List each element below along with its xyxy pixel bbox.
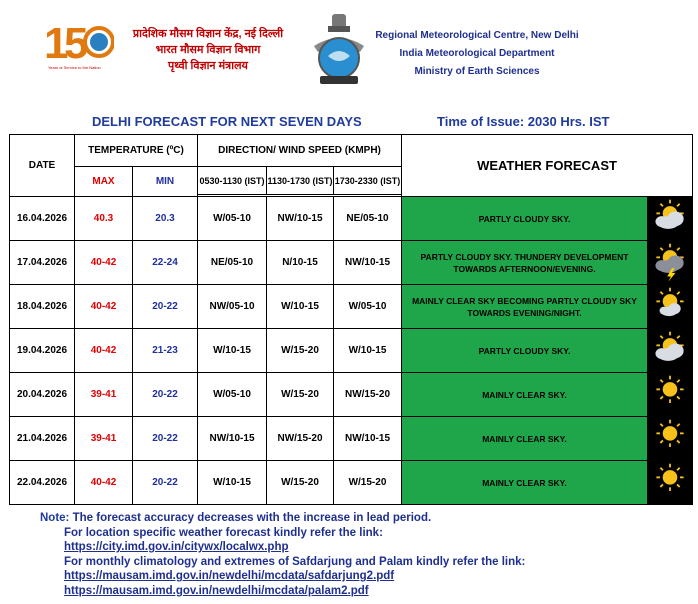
weather-forecast-header: WEATHER FORECAST: [402, 135, 693, 197]
wind-slot-3-cell: NW/10-15: [334, 417, 402, 461]
english-org-name: [370, 27, 584, 81]
slot-2-header: 1130-1730 (IST): [267, 167, 334, 195]
wind-slot-2-cell: W/15-20: [267, 461, 334, 505]
hindi-line-2: भारत मौसम विज्ञान विभाग: [155, 44, 261, 56]
svg-text:1: 1: [44, 19, 69, 68]
table-row: [10, 241, 693, 285]
table-row: [10, 285, 693, 329]
wind-slot-3-cell: NW/15-20: [334, 373, 402, 417]
slot-3-header: 1730-2330 (IST): [334, 167, 402, 195]
partly-cloudy-icon: [648, 329, 692, 369]
max-header: MAX: [75, 167, 133, 197]
forecast-cell: PARTLY CLOUDY SKY.: [402, 329, 648, 373]
date-cell: 19.04.2026: [10, 329, 75, 373]
thunder-cloud-icon: [648, 241, 692, 281]
english-line-1: Regional Meteorological Centre, New Delhi: [375, 30, 579, 41]
table-row: [10, 329, 693, 373]
page-header: [0, 0, 698, 100]
weather-icon-cell: [648, 417, 693, 461]
forecast-cell: MAINLY CLEAR SKY BECOMING PARTLY CLOUDY SKY TOWARDS EVENING/NIGHT.: [402, 285, 648, 329]
forecast-cell: MAINLY CLEAR SKY.: [402, 373, 648, 417]
wind-slot-2-cell: NW/15-20: [267, 417, 334, 461]
note-line-1: The forecast accuracy decreases with the increase in lead period.: [72, 512, 432, 524]
note-line-2: For location specific weather forecast kindly refer the link:: [64, 526, 383, 539]
palam-link[interactable]: https://mausam.imd.gov.in/newdelhi/mcdata/palam2.pdf: [64, 584, 369, 597]
date-cell: 16.04.2026: [10, 197, 75, 241]
temperature-header: TEMPERATURE (ºC): [75, 135, 198, 167]
min-header: MIN: [133, 167, 198, 197]
sun-cloud-icon: [648, 285, 692, 325]
wind-slot-1-cell: W/05-10: [198, 197, 267, 241]
english-line-3: Ministry of Earth Sciences: [414, 66, 540, 77]
forecast-title: DELHI FORECAST FOR NEXT SEVEN DAYS: [92, 114, 362, 129]
wind-slot-2-cell: N/10-15: [267, 241, 334, 285]
date-header: DATE: [10, 135, 75, 197]
date-cell: 22.04.2026: [10, 461, 75, 505]
wind-slot-2-cell: W/10-15: [267, 285, 334, 329]
wind-slot-3-cell: NW/10-15: [334, 241, 402, 285]
weather-icon-cell: [648, 197, 693, 241]
local-weather-link[interactable]: https://city.imd.gov.in/citywx/localwx.php: [64, 541, 289, 553]
wind-slot-2-cell: W/15-20: [267, 373, 334, 417]
wind-slot-1-cell: NE/05-10: [198, 241, 267, 285]
min-cell: 22-24: [133, 241, 198, 285]
slot-1-header: 0530-1130 (IST): [198, 167, 267, 195]
wind-slot-3-cell: W/15-20: [334, 461, 402, 505]
date-cell: 20.04.2026: [10, 373, 75, 417]
wind-slot-1-cell: W/10-15: [198, 461, 267, 505]
svg-text:Years of Service to the Nation: Years of Service to the Nation: [48, 65, 101, 70]
min-cell: 20-22: [133, 285, 198, 329]
wind-slot-3-cell: W/10-15: [334, 329, 402, 373]
svg-text:5: 5: [64, 19, 89, 68]
max-cell: 39-41: [75, 417, 133, 461]
weather-icon-cell: [648, 461, 693, 505]
table-row: [10, 373, 693, 417]
sun-icon: [648, 461, 692, 501]
wind-slot-2-cell: NW/10-15: [267, 197, 334, 241]
max-cell: 40.3: [75, 197, 133, 241]
hindi-line-3: पृथ्वी विज्ञान मंत्रालय: [168, 60, 248, 72]
wind-slot-1-cell: NW/10-15: [198, 417, 267, 461]
weather-icon-cell: [648, 373, 693, 417]
wind-slot-3-cell: W/05-10: [334, 285, 402, 329]
english-line-2: India Meteorological Department: [399, 48, 555, 59]
forecast-cell: PARTLY CLOUDY SKY. THUNDERY DEVELOPMENT TOWARDS AFTERNOON/EVENING.: [402, 241, 648, 285]
wind-slot-1-cell: NW/05-10: [198, 285, 267, 329]
max-cell: 40-42: [75, 285, 133, 329]
max-cell: 39-41: [75, 373, 133, 417]
max-cell: 40-42: [75, 241, 133, 285]
min-cell: 21-23: [133, 329, 198, 373]
table-row: [10, 461, 693, 505]
min-cell: 20-22: [133, 417, 198, 461]
forecast-cell: PARTLY CLOUDY SKY.: [402, 197, 648, 241]
hindi-line-1: प्रादेशिक मौसम विज्ञान केंद्र, नई दिल्ली: [132, 28, 284, 40]
min-cell: 20.3: [133, 197, 198, 241]
issue-time: Time of Issue: 2030 Hrs. IST: [437, 114, 610, 129]
partly-cloudy-icon: [648, 197, 692, 237]
wind-slot-1-cell: W/10-15: [198, 329, 267, 373]
date-cell: 21.04.2026: [10, 417, 75, 461]
sun-icon: [648, 417, 692, 457]
forecast-cell: MAINLY CLEAR SKY.: [402, 461, 648, 505]
wind-slot-1-cell: W/05-10: [198, 373, 267, 417]
sun-icon: [648, 373, 692, 413]
weather-icon-cell: [648, 241, 693, 285]
weather-icon-cell: [648, 329, 693, 373]
imd-150-years-logo: [44, 14, 114, 76]
weather-icon-cell: [648, 285, 693, 329]
max-cell: 40-42: [75, 329, 133, 373]
forecast-table: [9, 134, 693, 505]
date-cell: 18.04.2026: [10, 285, 75, 329]
min-cell: 20-22: [133, 461, 198, 505]
table-row: [10, 417, 693, 461]
min-cell: 20-22: [133, 373, 198, 417]
note-line-3: For monthly climatology and extremes of Safdarjung and Palam kindly refer the link:: [64, 555, 526, 568]
imd-emblem-icon: [310, 12, 368, 88]
forecast-cell: MAINLY CLEAR SKY.: [402, 417, 648, 461]
max-cell: 40-42: [75, 461, 133, 505]
safdarjung-link[interactable]: https://mausam.imd.gov.in/newdelhi/mcdata/safdarjung2.pdf: [64, 570, 395, 582]
table-row: [10, 197, 693, 241]
date-cell: 17.04.2026: [10, 241, 75, 285]
wind-slot-3-cell: NE/05-10: [334, 197, 402, 241]
notes-section: [40, 511, 525, 598]
wind-slot-2-cell: W/15-20: [267, 329, 334, 373]
note-label: Note:: [40, 512, 70, 524]
hindi-org-name: [118, 26, 298, 74]
wind-header: DIRECTION/ WIND SPEED (KMPH): [198, 135, 402, 167]
